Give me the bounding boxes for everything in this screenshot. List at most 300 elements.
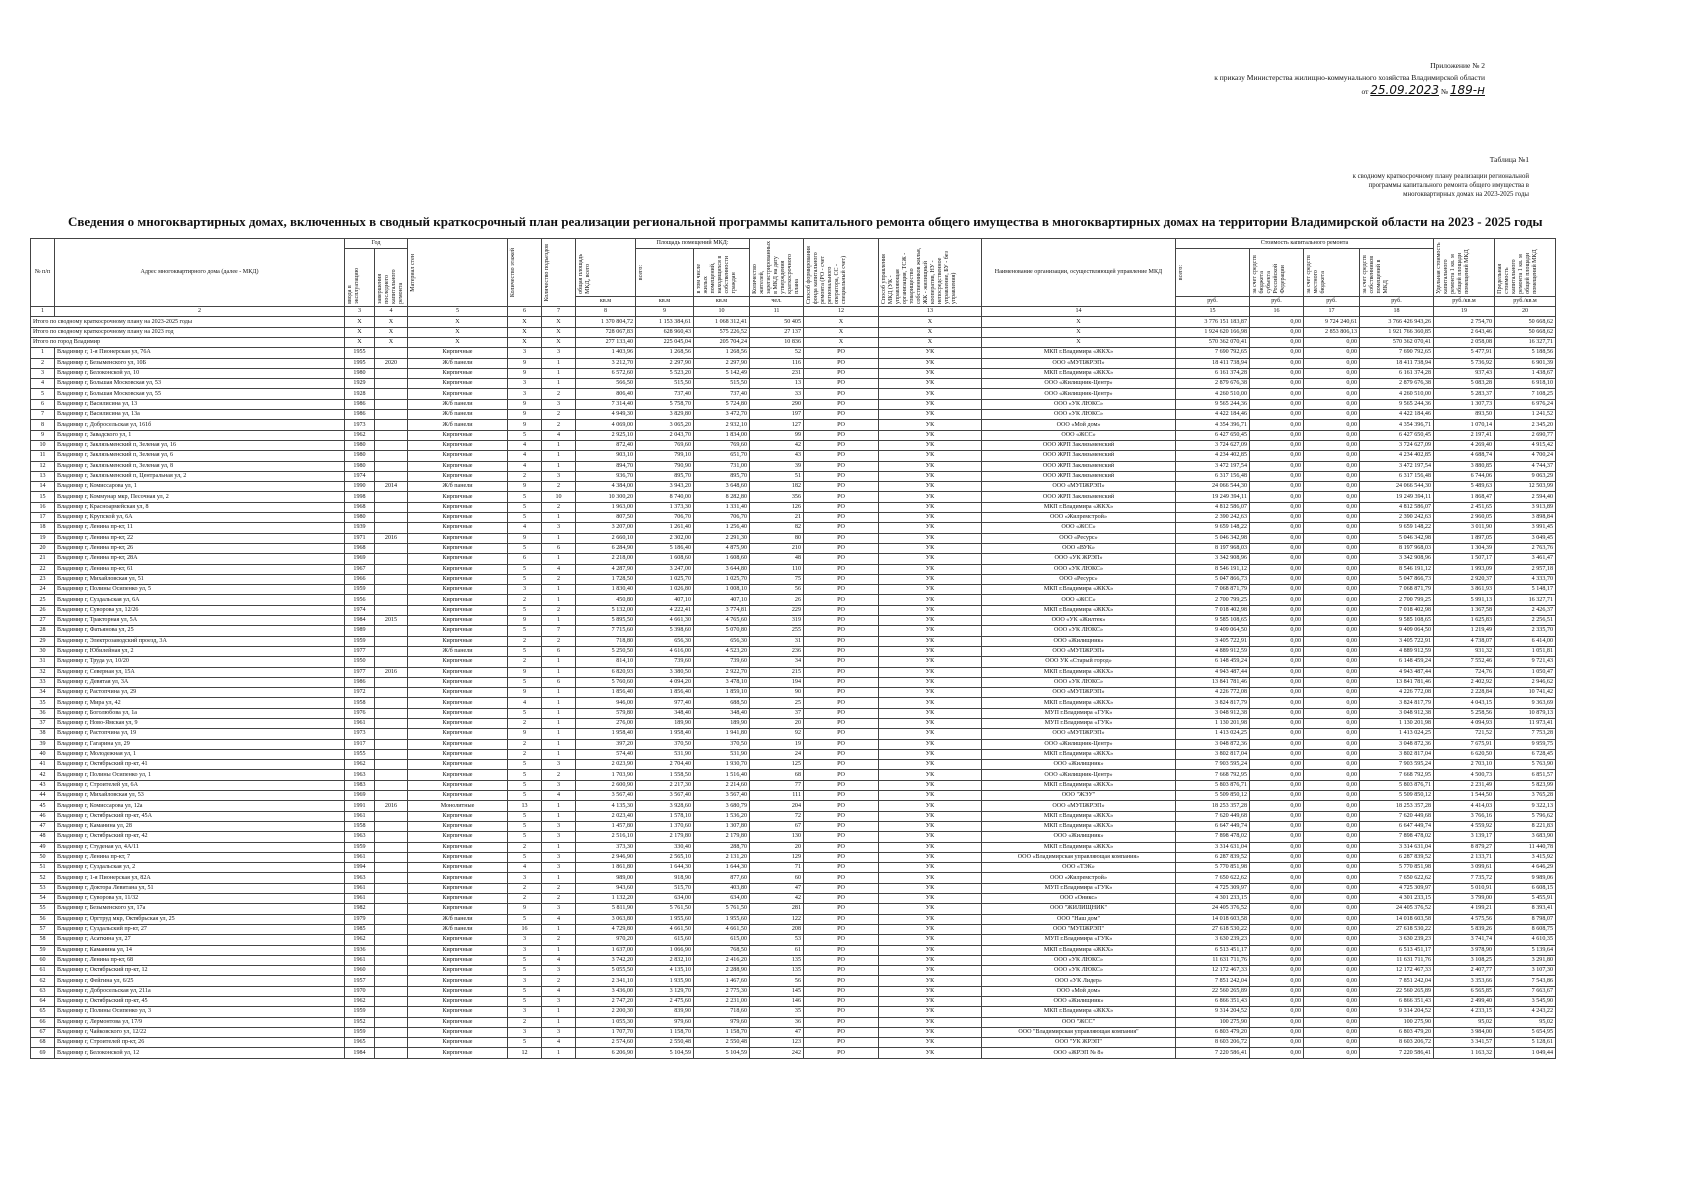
cell-year-commission: 1984 xyxy=(345,1048,375,1058)
cell-fund-method: РО xyxy=(804,832,879,842)
cell-wall: Кирпичные xyxy=(408,1048,508,1058)
cell-unit-cost: 1 307,73 xyxy=(1434,399,1495,409)
cell-cost-owners: 6 427 650,45 xyxy=(1360,430,1434,440)
cell-cost-region: 0,00 xyxy=(1250,883,1304,893)
cell-area-total: 6 284,90 xyxy=(576,543,636,553)
cell-cost-all: 7 220 586,41 xyxy=(1176,1048,1250,1058)
cell-mgmt-method: УК xyxy=(879,461,982,471)
cell-entrances: 1 xyxy=(542,739,576,749)
cell-area-total: 894,70 xyxy=(576,461,636,471)
cell-limit-cost: 3 765,28 xyxy=(1495,791,1556,801)
table-row xyxy=(31,986,1556,996)
cell-area-living: 1 859,10 xyxy=(694,688,750,698)
cell-floors: 2 xyxy=(508,718,542,728)
cell-area-total: 5 132,00 xyxy=(576,605,636,615)
cell-mgmt-org: ООО «Жилищник-Центр» xyxy=(982,389,1176,399)
cell-num: 36 xyxy=(31,708,55,718)
cell-limit-cost: 1 050,47 xyxy=(1495,667,1556,677)
cell-num: 65 xyxy=(31,1007,55,1017)
table-row xyxy=(31,708,1556,718)
table-row xyxy=(31,698,1556,708)
cell-area-living: 288,70 xyxy=(694,842,750,852)
cell-mgmt-org: ООО «Жилищник» xyxy=(982,636,1176,646)
cell-entrances: 2 xyxy=(542,605,576,615)
cell-limit-cost: 2 335,70 xyxy=(1495,626,1556,636)
cell-cost-all: 3 724 627,09 xyxy=(1176,440,1250,450)
cell-area-total: 2 660,10 xyxy=(576,533,636,543)
cell-cost-all: 4 725 309,97 xyxy=(1176,883,1250,893)
cell-floors: 5 xyxy=(508,821,542,831)
table-row xyxy=(31,440,1556,450)
cell-cost-local: 0,00 xyxy=(1304,739,1360,749)
cell-cost-region: 0,00 xyxy=(1250,585,1304,595)
cell-area-living: 1 268,56 xyxy=(694,348,750,358)
cell-floors: 3 xyxy=(508,873,542,883)
cell-area-all: 2 704,40 xyxy=(636,760,694,770)
cell-year-commission: 1963 xyxy=(345,873,375,883)
cell-limit-cost: 2 256,51 xyxy=(1495,616,1556,626)
cell-residents: 60 xyxy=(750,873,804,883)
cell-num: 62 xyxy=(31,976,55,986)
cell-mgmt-method: УК xyxy=(879,379,982,389)
cell-floors: 3 xyxy=(508,976,542,986)
cell-area-living: 2 214,60 xyxy=(694,780,750,790)
cell-mgmt-org: МКП г.Владимира «ЖКХ» xyxy=(982,780,1176,790)
cell-year-repair xyxy=(375,914,408,924)
cell-x: X xyxy=(804,327,879,337)
cell-floors: 5 xyxy=(508,986,542,996)
cell-area-total: 6 572,60 xyxy=(576,368,636,378)
cell-limit-cost: 11 440,78 xyxy=(1495,842,1556,852)
cell-wall: Кирпичные xyxy=(408,585,508,595)
table-row xyxy=(31,657,1556,667)
cell-wall: Кирпичные xyxy=(408,780,508,790)
cell-area-living: 531,90 xyxy=(694,749,750,759)
cell-address: Владимир г, Растопчина ул, 19 xyxy=(55,729,345,739)
cell-area-all: 977,40 xyxy=(636,698,694,708)
cell-fund-method: РО xyxy=(804,873,879,883)
cell-x: X xyxy=(804,338,879,348)
cell-address: Владимир г, Студеная ул, 4А/11 xyxy=(55,842,345,852)
cell-mgmt-method: УК xyxy=(879,358,982,368)
column-number: 14 xyxy=(982,307,1176,317)
cell-cost-region: 0,00 xyxy=(1250,1048,1304,1058)
cell-cost-all: 9 409 064,50 xyxy=(1176,626,1250,636)
cell-limit-cost: 9 721,43 xyxy=(1495,657,1556,667)
cell-residents: 236 xyxy=(750,646,804,656)
cell-year-repair xyxy=(375,348,408,358)
cell-fund-method: РО xyxy=(804,718,879,728)
cell-wall: Кирпичные xyxy=(408,852,508,862)
cell-wall: Кирпичные xyxy=(408,471,508,481)
cell-year-repair: 2016 xyxy=(375,801,408,811)
cell-x: X xyxy=(345,338,375,348)
cell-address: Владимир г, Ленина пр-кт, 28А xyxy=(55,554,345,564)
cell-area-all: 4 661,50 xyxy=(636,924,694,934)
cell-cost-region: 0,00 xyxy=(1250,657,1304,667)
col-residents: Количество жителей, зарегистрированных в МКД на дату утверждения краткосрочного плана xyxy=(750,239,804,297)
cell-cost-all: 8 603 206,72 xyxy=(1176,1038,1250,1048)
cell-num: 25 xyxy=(31,595,55,605)
cell-limit-cost: 1 241,52 xyxy=(1495,410,1556,420)
cell-wall: Кирпичные xyxy=(408,945,508,955)
cell-area-all: 370,50 xyxy=(636,739,694,749)
cell-entrances: 2 xyxy=(542,420,576,430)
cell-residents: 204 xyxy=(750,801,804,811)
cell-wall: Кирпичные xyxy=(408,564,508,574)
cell-year-commission: 1980 xyxy=(345,440,375,450)
cell-mgmt-method: УК xyxy=(879,430,982,440)
cell-address: Владимир г, Тракторная ул, 5А xyxy=(55,616,345,626)
cell-limit-cost: 6 608,15 xyxy=(1495,883,1556,893)
cell-wall: Кирпичные xyxy=(408,667,508,677)
cell-num: 43 xyxy=(31,780,55,790)
cell-cost-owners: 7 620 449,68 xyxy=(1360,811,1434,821)
cell-cost-region: 0,00 xyxy=(1250,667,1304,677)
cell-num: 3 xyxy=(31,368,55,378)
cell-area-total: 728 067,83 xyxy=(576,327,636,337)
cell-area-total: 2 574,60 xyxy=(576,1038,636,1048)
cell-unit-cost: 5 083,28 xyxy=(1434,379,1495,389)
cell-cost-owners: 4 725 309,97 xyxy=(1360,883,1434,893)
cell-cost-region: 0,00 xyxy=(1250,955,1304,965)
cell-entrances: 6 xyxy=(542,646,576,656)
cell-num: 7 xyxy=(31,410,55,420)
cell-area-living: 3 774,81 xyxy=(694,605,750,615)
cell-year-repair xyxy=(375,471,408,481)
cell-limit-cost: 3 415,92 xyxy=(1495,852,1556,862)
cell-residents: 61 xyxy=(750,945,804,955)
cell-limit-cost: 7 753,28 xyxy=(1495,729,1556,739)
cell-cost-region: 0,00 xyxy=(1250,513,1304,523)
cell-num: 42 xyxy=(31,770,55,780)
cell-cost-all: 3 314 631,04 xyxy=(1176,842,1250,852)
cell-area-total: 806,40 xyxy=(576,389,636,399)
cell-cost-all: 4 889 912,59 xyxy=(1176,646,1250,656)
cell-cost-all: 3 405 722,91 xyxy=(1176,636,1250,646)
cell-limit-cost: 10 879,13 xyxy=(1495,708,1556,718)
cell-mgmt-org: МКП г.Владимира «ЖКХ» xyxy=(982,821,1176,831)
cell-cost-region: 0,00 xyxy=(1250,338,1304,348)
cell-entrances: 2 xyxy=(542,883,576,893)
cell-cost-owners: 2 700 799,25 xyxy=(1360,595,1434,605)
cell-limit-cost: 2 957,18 xyxy=(1495,564,1556,574)
cell-mgmt-org: ООО ЖРП Заклязьменский xyxy=(982,440,1176,450)
cell-residents: 10 836 xyxy=(750,338,804,348)
cell-entrances: 3 xyxy=(542,852,576,862)
cell-address: Владимир г, Строителей ул, 6А xyxy=(55,780,345,790)
cell-cost-owners: 3 766 426 943,26 xyxy=(1360,317,1434,327)
cell-address: Владимир г, Белоконской ул, 10 xyxy=(55,368,345,378)
cell-cost-region: 0,00 xyxy=(1250,605,1304,615)
cell-cost-region: 0,00 xyxy=(1250,502,1304,512)
cell-wall: Кирпичные xyxy=(408,368,508,378)
cell-residents: 47 xyxy=(750,883,804,893)
cell-wall: Кирпичные xyxy=(408,811,508,821)
cell-mgmt-method: УК xyxy=(879,729,982,739)
cell-area-living: 768,50 xyxy=(694,945,750,955)
cell-floors: 9 xyxy=(508,399,542,409)
cell-floors: 5 xyxy=(508,997,542,1007)
cell-x: X xyxy=(982,338,1176,348)
table-row xyxy=(31,358,1556,368)
cell-x: X xyxy=(375,317,408,327)
column-number: 7 xyxy=(542,307,576,317)
cell-year-repair xyxy=(375,399,408,409)
cell-x: X xyxy=(375,327,408,337)
cell-limit-cost: 1 049,44 xyxy=(1495,1048,1556,1058)
table-row xyxy=(31,471,1556,481)
cell-limit-cost: 6 414,00 xyxy=(1495,636,1556,646)
cell-area-total: 397,20 xyxy=(576,739,636,749)
cell-year-repair xyxy=(375,821,408,831)
table-row xyxy=(31,564,1556,574)
cell-limit-cost: 50 668,62 xyxy=(1495,327,1556,337)
cell-floors: 5 xyxy=(508,646,542,656)
cell-fund-method: РО xyxy=(804,533,879,543)
cell-year-repair xyxy=(375,368,408,378)
cell-floors: 5 xyxy=(508,677,542,687)
cell-year-commission: 1969 xyxy=(345,554,375,564)
cell-cost-owners: 3 342 908,96 xyxy=(1360,554,1434,564)
cell-residents: 116 xyxy=(750,358,804,368)
cell-year-commission: 1998 xyxy=(345,492,375,502)
cell-area-all: 5 761,50 xyxy=(636,904,694,914)
cell-cost-all: 3 824 817,79 xyxy=(1176,698,1250,708)
cell-wall: Кирпичные xyxy=(408,832,508,842)
cell-year-commission: 1980 xyxy=(345,451,375,461)
cell-cost-region: 0,00 xyxy=(1250,379,1304,389)
cell-cost-local: 0,00 xyxy=(1304,677,1360,687)
cell-limit-cost: 50 668,62 xyxy=(1495,317,1556,327)
cell-fund-method: РО xyxy=(804,1027,879,1037)
cell-area-all: 3 943,20 xyxy=(636,482,694,492)
cell-area-all: 3 247,00 xyxy=(636,564,694,574)
table-row xyxy=(31,389,1556,399)
cell-mgmt-method: УК xyxy=(879,955,982,965)
cell-unit-cost: 3 984,00 xyxy=(1434,1027,1495,1037)
cell-fund-method: РО xyxy=(804,976,879,986)
cell-fund-method: РО xyxy=(804,605,879,615)
col-mgmt-org: Наименование организации, осуществляющей управление МКД xyxy=(982,239,1176,307)
cell-fund-method: РО xyxy=(804,513,879,523)
cell-limit-cost: 4 744,37 xyxy=(1495,461,1556,471)
cell-fund-method: РО xyxy=(804,801,879,811)
cell-unit-cost: 1 304,39 xyxy=(1434,543,1495,553)
table-row xyxy=(31,976,1556,986)
cell-cost-region: 0,00 xyxy=(1250,966,1304,976)
cell-num: 47 xyxy=(31,821,55,831)
cell-mgmt-method: УК xyxy=(879,616,982,626)
cell-residents: 33 xyxy=(750,389,804,399)
cell-area-total: 277 133,40 xyxy=(576,338,636,348)
cell-wall: Кирпичные xyxy=(408,461,508,471)
column-number: 10 xyxy=(694,307,750,317)
cell-mgmt-method: УК xyxy=(879,966,982,976)
cell-wall: Ж/б панели xyxy=(408,358,508,368)
table-row xyxy=(31,832,1556,842)
order-reference xyxy=(1214,60,1485,98)
cell-area-all: 1 558,50 xyxy=(636,770,694,780)
cell-entrances: 1 xyxy=(542,616,576,626)
cell-cost-local: 0,00 xyxy=(1304,440,1360,450)
cell-area-all: 790,90 xyxy=(636,461,694,471)
cell-address: Владимир г, Михайловская ул, 51 xyxy=(55,574,345,584)
cell-area-total: 2 023,40 xyxy=(576,811,636,821)
cell-year-commission: 1974 xyxy=(345,605,375,615)
cell-mgmt-method: УК xyxy=(879,1048,982,1058)
cell-wall: Кирпичные xyxy=(408,739,508,749)
appendix-label: Приложение № 2 xyxy=(1430,61,1485,70)
cell-entrances: 1 xyxy=(542,945,576,955)
cell-cost-region: 0,00 xyxy=(1250,461,1304,471)
cell-year-repair xyxy=(375,945,408,955)
cell-floors: 2 xyxy=(508,883,542,893)
cell-cost-owners: 3 824 817,79 xyxy=(1360,698,1434,708)
column-number: 4 xyxy=(375,307,408,317)
cell-fund-method: РО xyxy=(804,914,879,924)
cell-limit-cost: 5 139,64 xyxy=(1495,945,1556,955)
cell-area-all: 1 261,40 xyxy=(636,523,694,533)
col-area-all: всего: xyxy=(636,249,694,297)
cell-residents: 56 xyxy=(750,976,804,986)
cell-cost-owners: 4 943 487,44 xyxy=(1360,667,1434,677)
cell-num: 38 xyxy=(31,729,55,739)
cell-residents: 47 xyxy=(750,1027,804,1037)
cell-mgmt-method: УК xyxy=(879,451,982,461)
cell-mgmt-method: УК xyxy=(879,605,982,615)
cell-num: 9 xyxy=(31,430,55,440)
cell-area-all: 895,70 xyxy=(636,471,694,481)
cell-floors: 9 xyxy=(508,904,542,914)
cell-address: Владимир г, Большая Московская ул, 53 xyxy=(55,379,345,389)
cell-limit-cost: 3 049,45 xyxy=(1495,533,1556,543)
cell-mgmt-method: УК xyxy=(879,471,982,481)
cell-area-all: 3 567,40 xyxy=(636,791,694,801)
cell-cost-region: 0,00 xyxy=(1250,842,1304,852)
cell-address: Владимир г, Фатьянова ул, 25 xyxy=(55,626,345,636)
cell-address: Владимир г, Асаткина ул, 27 xyxy=(55,935,345,945)
cell-mgmt-method: УК xyxy=(879,420,982,430)
cell-address: Владимир г, Ленина пр-кт, 26 xyxy=(55,543,345,553)
cell-year-commission: 1917 xyxy=(345,739,375,749)
cell-mgmt-org: ООО «Оникс» xyxy=(982,894,1176,904)
cell-entrances: 1 xyxy=(542,718,576,728)
cell-cost-local: 0,00 xyxy=(1304,1038,1360,1048)
cell-address: Владимир г, Василисина ул, 13 xyxy=(55,399,345,409)
cell-entrances: 1 xyxy=(542,842,576,852)
cell-address: Владимир г, Белоконской ул, 12 xyxy=(55,1048,345,1058)
cell-num: 1 xyxy=(31,348,55,358)
cell-area-living: 5 104,59 xyxy=(694,1048,750,1058)
cell-mgmt-method: УК xyxy=(879,636,982,646)
cell-mgmt-org: МКП г.Владимира «ЖКХ» xyxy=(982,585,1176,595)
col-cost-region: за счет средств бюджета субъекта Российской Федерации xyxy=(1250,249,1304,297)
cell-residents: 92 xyxy=(750,729,804,739)
cell-cost-region: 0,00 xyxy=(1250,729,1304,739)
cell-floors: 3 xyxy=(508,348,542,358)
cell-mgmt-org: ООО «Жилищник-Центр» xyxy=(982,739,1176,749)
cell-mgmt-org: ООО «ЖСС» xyxy=(982,523,1176,533)
cell-cost-region: 0,00 xyxy=(1250,873,1304,883)
cell-area-total: 5 055,50 xyxy=(576,966,636,976)
cell-floors: 13 xyxy=(508,801,542,811)
cell-entrances: 3 xyxy=(542,966,576,976)
cell-cost-owners: 5 046 342,98 xyxy=(1360,533,1434,543)
cell-mgmt-method: УК xyxy=(879,698,982,708)
cell-area-total: 1 861,80 xyxy=(576,863,636,873)
cell-wall: Кирпичные xyxy=(408,636,508,646)
cell-floors: 5 xyxy=(508,811,542,821)
cell-cost-all: 5 803 876,71 xyxy=(1176,780,1250,790)
cell-num: 58 xyxy=(31,935,55,945)
cell-x: X xyxy=(542,338,576,348)
cell-area-total: 4 135,30 xyxy=(576,801,636,811)
cell-mgmt-org: ООО ЖРП Заклязьменский xyxy=(982,451,1176,461)
cell-floors: 4 xyxy=(508,863,542,873)
order-line: к приказу Министерства жилищно-коммунального хозяйства Владимирской области xyxy=(1214,73,1485,82)
cell-fund-method: РО xyxy=(804,1007,879,1017)
cell-cost-region: 0,00 xyxy=(1250,492,1304,502)
table-row xyxy=(31,399,1556,409)
cell-mgmt-org: МКП г.Владимира «ЖКХ» xyxy=(982,842,1176,852)
cell-area-living: 1 256,40 xyxy=(694,523,750,533)
cell-area-living: 189,90 xyxy=(694,718,750,728)
cell-limit-cost: 7 663,67 xyxy=(1495,986,1556,996)
column-number: 13 xyxy=(879,307,982,317)
cell-year-repair xyxy=(375,410,408,420)
cell-wall: Кирпичные xyxy=(408,894,508,904)
cell-cost-owners: 2 879 676,38 xyxy=(1360,379,1434,389)
cell-cost-region: 0,00 xyxy=(1250,420,1304,430)
cell-residents: 34 xyxy=(750,657,804,667)
cell-address: Владимир г, Фейгина ул, 6/25 xyxy=(55,976,345,986)
cell-entrances: 1 xyxy=(542,801,576,811)
cell-entrances: 2 xyxy=(542,502,576,512)
cell-cost-region: 0,00 xyxy=(1250,894,1304,904)
cell-cost-all: 14 018 603,58 xyxy=(1176,914,1250,924)
cell-unit-cost: 2 754,70 xyxy=(1434,317,1495,327)
cell-cost-owners: 22 560 265,89 xyxy=(1360,986,1434,996)
cell-area-all: 531,90 xyxy=(636,749,694,759)
cell-cost-all: 8 197 968,03 xyxy=(1176,543,1250,553)
cell-cost-local: 0,00 xyxy=(1304,379,1360,389)
cell-area-living: 1 008,10 xyxy=(694,585,750,595)
cell-residents: 52 xyxy=(750,348,804,358)
cell-limit-cost: 3 898,84 xyxy=(1495,513,1556,523)
cell-address: Владимир г, Безыменского ул, 10Б xyxy=(55,358,345,368)
table-row xyxy=(31,821,1556,831)
cell-num: 69 xyxy=(31,1048,55,1058)
cell-cost-local: 0,00 xyxy=(1304,791,1360,801)
cell-mgmt-org: ООО «МУПЖРЭП» xyxy=(982,729,1176,739)
cell-limit-cost: 1 051,81 xyxy=(1495,646,1556,656)
cell-cost-region: 0,00 xyxy=(1250,1038,1304,1048)
cell-fund-method: РО xyxy=(804,677,879,687)
cell-unit-cost: 2 451,65 xyxy=(1434,502,1495,512)
cell-year-repair xyxy=(375,595,408,605)
cell-floors: 2 xyxy=(508,749,542,759)
cell-entrances: 3 xyxy=(542,904,576,914)
cell-mgmt-method: УК xyxy=(879,739,982,749)
cell-address: Владимир г, Октябрьский пр-кт, 42 xyxy=(55,832,345,842)
cell-year-repair xyxy=(375,749,408,759)
cell-cost-local: 0,00 xyxy=(1304,616,1360,626)
cell-mgmt-org: ООО «Мой дом» xyxy=(982,420,1176,430)
cell-cost-region: 0,00 xyxy=(1250,770,1304,780)
cell-entrances: 1 xyxy=(542,708,576,718)
table-row xyxy=(31,749,1556,759)
